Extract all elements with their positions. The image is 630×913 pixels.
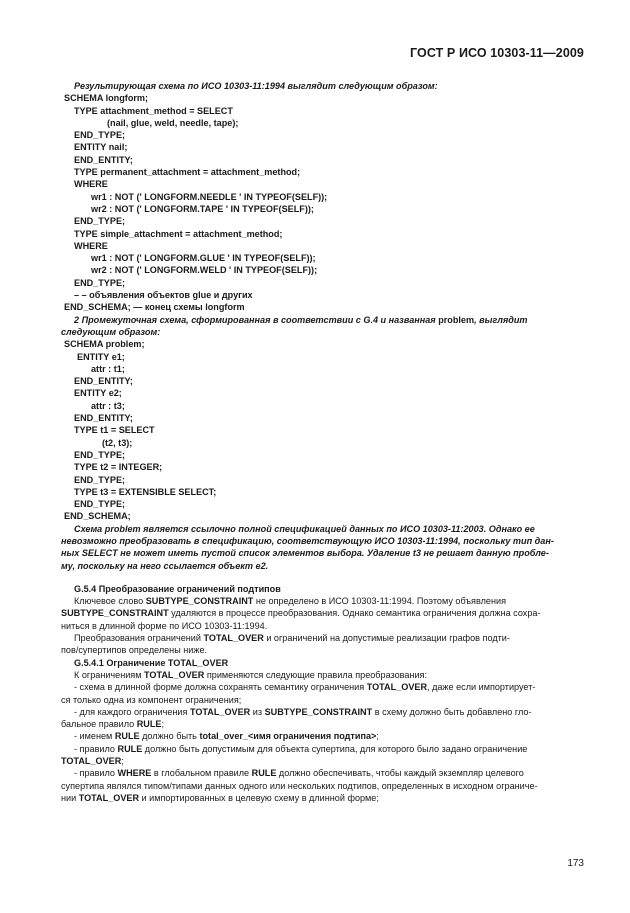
rule-line: - правило RULE должно быть допустимым для объекта супертипа, для которого было задано ограничение <box>74 743 528 754</box>
rule-item <box>61 706 584 731</box>
note-line: невозможно преобразовать в спецификацию, соответствующую ИСО 10303-11:1994, поскольку тип дан- <box>61 535 554 546</box>
code-line: wr2 : NOT (' LONGFORM.TAPE ' IN TYPEOF(SELF)); <box>91 203 314 214</box>
g54-p1-line: Ключевое слово SUBTYPE_CONSTRAINT не определено в ИСО 10303-11:1994. Поэтому объявления <box>74 596 506 607</box>
intro-line: Результирующая схема по ИСО 10303-11:1994 выглядит следующим образом: <box>74 81 438 91</box>
page-number: 173 <box>567 858 584 869</box>
code-line: TYPE attachment_method = SELECT <box>74 105 233 116</box>
code-line: (nail, glue, weld, needle, tape); <box>107 117 239 128</box>
note-line: Схема problem является ссылочно полной спецификацией данных по ИСО 10303-11:2003. Однако ее <box>74 523 535 534</box>
rule-line: TOTAL_OVER; <box>61 756 124 767</box>
code-line: TYPE t2 = INTEGER; <box>74 462 163 473</box>
g541-intro: К ограничениям TOTAL_OVER применяются следующие правила преобразования: <box>74 669 427 680</box>
code-line: wr1 : NOT (' LONGFORM.NEEDLE ' IN TYPEOF(SELF)); <box>91 191 328 202</box>
note-line: му, поскольку на него ссылается объект e2. <box>61 560 269 571</box>
note-line: ных SELECT не может иметь пустой список элементов выбора. Удаление t3 не решает данную пробле- <box>61 548 549 559</box>
code-line: END_TYPE; <box>74 277 126 288</box>
rule-item <box>61 730 584 742</box>
code-line: WHERE <box>74 240 108 251</box>
page-body <box>61 80 584 804</box>
rule-line: нии TOTAL_OVER и импортированных в целевую схему в длинной форме; <box>61 792 379 803</box>
g54-p2-line: Преобразования ограничений TOTAL_OVER и ограничений на допустимые реализации графов подти- <box>74 633 510 644</box>
section-title-g541: G.5.4.1 Ограничение TOTAL_OVER <box>74 657 229 668</box>
code-line: TYPE t1 = SELECT <box>74 425 155 436</box>
paragraph-2-cont: следующим образом: <box>61 326 161 337</box>
rule-line: - схема в длинной форме должна сохранять семантику ограничения TOTAL_OVER, даже если импортирует- <box>74 682 536 693</box>
code-block-problem <box>61 338 584 522</box>
code-line: END_ENTITY; <box>74 154 133 165</box>
code-line: END_TYPE; <box>74 499 126 510</box>
code-line: ENTITY e2; <box>74 388 122 399</box>
code-line: END_SCHEMA; <box>64 511 131 522</box>
rule-line: ся только одна из компонент ограничения; <box>61 694 242 705</box>
rule-line: - правило WHERE в глобальном правиле RULE должно обеспечивать, чтобы каждый экземпляр целевого <box>74 768 524 779</box>
code-line: – – объявления объектов glue и других <box>74 290 253 301</box>
rule-item <box>61 681 584 706</box>
rule-item <box>61 767 584 804</box>
code-line: END_TYPE; <box>74 216 126 227</box>
code-line: (t2, t3); <box>102 437 133 448</box>
rule-line: - именем RULE должно быть total_over_<имя ограничения подтипа>; <box>74 731 379 742</box>
code-line: ENTITY e1; <box>77 351 125 362</box>
code-line: TYPE simple_attachment = attachment_method; <box>74 228 283 239</box>
paragraph-2 <box>61 314 584 326</box>
note-paragraph <box>61 523 584 572</box>
code-line: attr : t1; <box>91 363 125 374</box>
g54-p1-line: ниться в длинной форме по ИСО 10303-11:1994. <box>61 620 268 631</box>
code-line: ENTITY nail; <box>74 142 128 153</box>
code-line: attr : t3; <box>91 400 125 411</box>
g54-p2-line: пов/супертипов определены ниже. <box>61 645 208 656</box>
code-line: END_ENTITY; <box>74 413 133 424</box>
para2-text: 2 Промежуточная схема, сформированная в соответствии с G.4 и названная <box>74 314 439 325</box>
code-line: wr2 : NOT (' LONGFORM.WELD ' IN TYPEOF(SELF)); <box>91 265 318 276</box>
code-line: END_TYPE; <box>74 449 126 460</box>
page-header: ГОСТ Р ИСО 10303-11—2009 <box>409 46 584 60</box>
code-line: END_ENTITY; <box>74 376 133 387</box>
rule-line: супертипа являлся типом/типами данных одного или нескольких подтипов, определенных в исходном ограниче- <box>61 780 538 791</box>
code-line: TYPE t3 = EXTENSIBLE SELECT; <box>74 486 217 497</box>
section-title-g54: G.5.4 Преобразование ограничений подтипов <box>74 583 281 594</box>
code-line: END_TYPE; <box>74 130 126 141</box>
para2-text: , выглядит <box>474 314 528 325</box>
g54-p1-line: SUBTYPE_CONSTRAINT удаляются в процессе преобразования. Однако семантика ограничения должна сохра- <box>61 608 541 619</box>
rule-line: - для каждого ограничения TOTAL_OVER из SUBTYPE_CONSTRAINT в схему должно быть добавлено гло- <box>74 706 532 717</box>
code-line: TYPE permanent_attachment = attachment_method; <box>74 167 301 178</box>
code-line: wr1 : NOT (' LONGFORM.GLUE ' IN TYPEOF(SELF)); <box>91 253 316 264</box>
code-block-longform <box>61 92 584 313</box>
code-line: WHERE <box>74 179 108 190</box>
rule-item <box>61 743 584 768</box>
code-line: END_TYPE; <box>74 474 126 485</box>
rule-line: бальное правило RULE; <box>61 719 165 730</box>
para2-schema-name: problem <box>438 314 475 325</box>
code-line: END_SCHEMA; — конец схемы longform <box>64 302 245 313</box>
code-line: SCHEMA problem; <box>64 339 145 350</box>
code-line: SCHEMA longform; <box>64 93 149 104</box>
